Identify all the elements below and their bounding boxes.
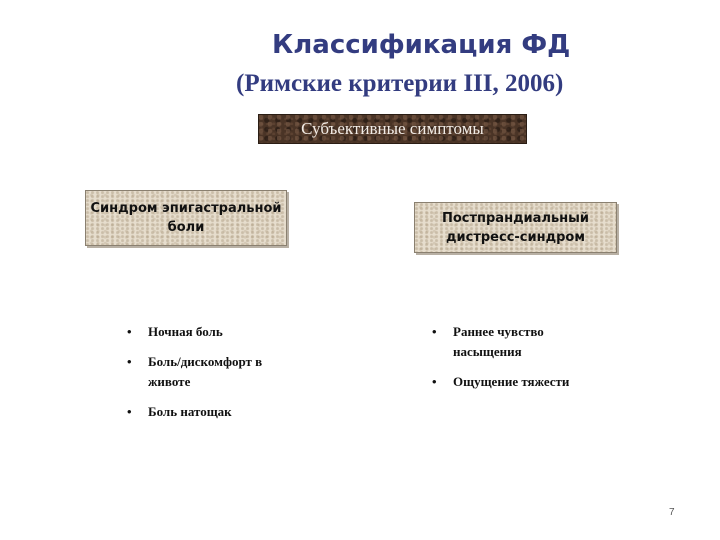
list-item (127, 322, 302, 342)
list-item-text: Ночная боль (148, 324, 223, 339)
postprandial-distress-syndrome-box (414, 202, 617, 253)
list-item-text: Боль/дискомфорт в животе (148, 354, 263, 389)
postprandial-distress-syndrome-label: Постпрандиальный дистресс-синдром (441, 210, 590, 245)
subjective-symptoms-box (258, 114, 527, 144)
list-item-text: Ощущение тяжести (453, 374, 570, 389)
bullet-icon: • (127, 324, 132, 339)
bullet-icon: • (432, 324, 437, 339)
list-item-text: Боль натощак (148, 404, 232, 419)
list-item (127, 402, 302, 422)
list-item (432, 372, 612, 392)
page-number: 7 (669, 507, 675, 518)
list-item (432, 322, 612, 362)
subjective-symptoms-label: Субъективные симптомы (301, 119, 484, 138)
epigastric-pain-syndrome-box (85, 190, 287, 246)
epigastric-pain-syndrome-label: Синдром эпигастральной боли (90, 201, 282, 235)
slide-subtitle: (Римские критерии III, 2006) (236, 70, 564, 97)
slide-title: Классификация ФД (272, 30, 571, 60)
epigastric-symptom-list (127, 322, 302, 432)
list-item-text: Раннее чувство насыщения (453, 324, 544, 359)
bullet-icon: • (127, 354, 132, 369)
bullet-icon: • (432, 374, 437, 389)
bullet-icon: • (127, 404, 132, 419)
postprandial-symptom-list (432, 322, 612, 402)
list-item (127, 352, 302, 392)
